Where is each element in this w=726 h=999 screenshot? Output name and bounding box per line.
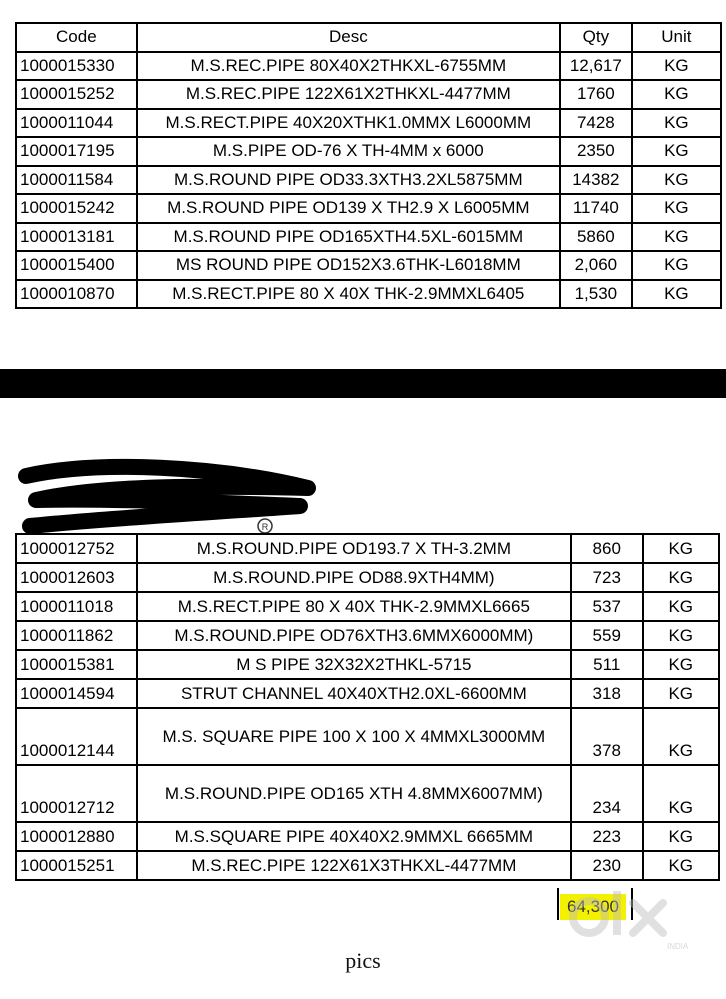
cell-qty: 223 — [571, 822, 643, 851]
cell-code: 1000011044 — [16, 109, 137, 138]
cell-desc: M.S.PIPE OD-76 X TH-4MM x 6000 — [137, 137, 560, 166]
table-header-row — [16, 23, 721, 52]
cell-code: 1000011584 — [16, 166, 137, 195]
cell-unit: KG — [643, 765, 719, 822]
table-row — [16, 251, 721, 280]
header-qty: Qty — [560, 23, 632, 52]
black-divider-bar — [0, 369, 726, 398]
cell-desc: M.S.ROUND.PIPE OD193.7 X TH-3.2MM — [137, 534, 571, 563]
cell-qty: 11740 — [560, 194, 632, 223]
cell-code: 1000010870 — [16, 280, 137, 309]
cell-code: 1000012603 — [16, 563, 137, 592]
cell-desc: STRUT CHANNEL 40X40XTH2.0XL-6600MM — [137, 679, 571, 708]
cell-unit: KG — [632, 137, 721, 166]
cell-desc: M.S.ROUND PIPE OD139 X TH2.9 X L6005MM — [137, 194, 560, 223]
header-desc: Desc — [137, 23, 560, 52]
cell-qty: 230 — [571, 851, 643, 880]
cell-qty: 511 — [571, 650, 643, 679]
table-row — [16, 851, 719, 880]
cell-unit: KG — [643, 822, 719, 851]
table-row — [16, 679, 719, 708]
table-row — [16, 137, 721, 166]
cell-unit: KG — [632, 109, 721, 138]
cell-code: 1000012752 — [16, 534, 137, 563]
cell-qty: 559 — [571, 621, 643, 650]
cell-qty: 378 — [571, 708, 643, 765]
table-row — [16, 223, 721, 252]
cell-unit: KG — [632, 223, 721, 252]
table-row — [16, 80, 721, 109]
cell-unit: KG — [643, 621, 719, 650]
table-row — [16, 280, 721, 309]
cell-unit: KG — [632, 251, 721, 280]
svg-text:INDIA: INDIA — [667, 942, 689, 951]
cell-qty: 234 — [571, 765, 643, 822]
cell-qty: 7428 — [560, 109, 632, 138]
cell-desc: M.S.ROUND.PIPE OD165 XTH 4.8MMX6007MM) — [137, 765, 571, 822]
cell-qty: 1,530 — [560, 280, 632, 309]
header-code: Code — [16, 23, 137, 52]
cell-desc: M.S.RECT.PIPE 80 X 40X THK-2.9MMXL6665 — [137, 592, 571, 621]
table-row — [16, 563, 719, 592]
redaction-scribble — [18, 458, 318, 538]
cell-code: 1000015252 — [16, 80, 137, 109]
cell-code: 1000012880 — [16, 822, 137, 851]
table-row — [16, 650, 719, 679]
cell-desc: M.S.REC.PIPE 122X61X2THKXL-4477MM — [137, 80, 560, 109]
cell-qty: 1760 — [560, 80, 632, 109]
cell-qty: 723 — [571, 563, 643, 592]
cell-code: 1000011018 — [16, 592, 137, 621]
cell-desc: M S PIPE 32X32X2THKL-5715 — [137, 650, 571, 679]
cell-desc: M.S.RECT.PIPE 40X20XTHK1.0MMX L6000MM — [137, 109, 560, 138]
cell-code: 1000017195 — [16, 137, 137, 166]
cell-qty: 2,060 — [560, 251, 632, 280]
cell-unit: KG — [632, 166, 721, 195]
table-row — [16, 109, 721, 138]
cell-desc: M.S.SQUARE PIPE 40X40X2.9MMXL 6665MM — [137, 822, 571, 851]
cell-unit: KG — [643, 534, 719, 563]
cell-desc: M.S. SQUARE PIPE 100 X 100 X 4MMXL3000MM — [137, 708, 571, 765]
svg-text:R: R — [261, 522, 269, 532]
table-row — [16, 822, 719, 851]
pipe-table-bottom — [15, 533, 720, 881]
cell-qty: 318 — [571, 679, 643, 708]
cell-code: 1000015400 — [16, 251, 137, 280]
cell-unit: KG — [632, 80, 721, 109]
cell-qty: 537 — [571, 592, 643, 621]
cell-code: 1000012712 — [16, 765, 137, 822]
table-row — [16, 592, 719, 621]
table-row — [16, 166, 721, 195]
cell-unit: KG — [643, 563, 719, 592]
cell-code: 1000012144 — [16, 708, 137, 765]
cell-desc: MS ROUND PIPE OD152X3.6THK-L6018MM — [137, 251, 560, 280]
cell-code: 1000013181 — [16, 223, 137, 252]
caption-text: pics — [345, 948, 381, 973]
total-quantity: 64,300 — [560, 894, 626, 920]
table-row — [16, 534, 719, 563]
cell-code: 1000015330 — [16, 52, 137, 81]
cell-unit: KG — [643, 708, 719, 765]
cell-desc: M.S.RECT.PIPE 80 X 40X THK-2.9MMXL6405 — [137, 280, 560, 309]
cell-desc: M.S.ROUND.PIPE OD76XTH3.6MMX6000MM) — [137, 621, 571, 650]
header-unit: Unit — [632, 23, 721, 52]
cell-unit: KG — [643, 650, 719, 679]
cell-qty: 14382 — [560, 166, 632, 195]
table-row — [16, 52, 721, 81]
cell-code: 1000014594 — [16, 679, 137, 708]
cell-desc: M.S.REC.PIPE 122X61X3THKXL-4477MM — [137, 851, 571, 880]
cell-code: 1000015251 — [16, 851, 137, 880]
olx-watermark-icon — [567, 885, 697, 955]
cell-code: 1000015242 — [16, 194, 137, 223]
cell-desc: M.S.REC.PIPE 80X40X2THKXL-6755MM — [137, 52, 560, 81]
cell-qty: 2350 — [560, 137, 632, 166]
cell-unit: KG — [632, 280, 721, 309]
cell-code: 1000015381 — [16, 650, 137, 679]
cell-unit: KG — [643, 679, 719, 708]
cell-code: 1000011862 — [16, 621, 137, 650]
table-row — [16, 621, 719, 650]
pipe-table-top — [15, 22, 722, 309]
cell-qty: 860 — [571, 534, 643, 563]
cell-unit: KG — [643, 851, 719, 880]
cell-desc: M.S.ROUND PIPE OD165XTH4.5XL-6015MM — [137, 223, 560, 252]
cell-unit: KG — [632, 194, 721, 223]
table-row — [16, 194, 721, 223]
cell-unit: KG — [632, 52, 721, 81]
cell-unit: KG — [643, 592, 719, 621]
cell-qty: 12,617 — [560, 52, 632, 81]
table-row — [16, 708, 719, 765]
cell-desc: M.S.ROUND.PIPE OD88.9XTH4MM) — [137, 563, 571, 592]
cell-desc: M.S.ROUND PIPE OD33.3XTH3.2XL5875MM — [137, 166, 560, 195]
cell-qty: 5860 — [560, 223, 632, 252]
table-row — [16, 765, 719, 822]
